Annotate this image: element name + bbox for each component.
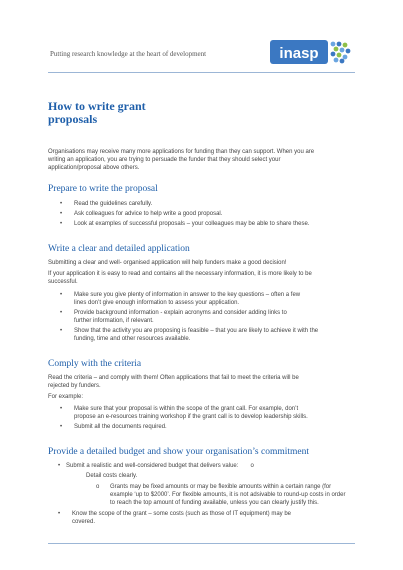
budget-list [58,462,358,528]
list-item: • Look at examples of successful proposals – your colleagues may be able to share these. [60,221,310,227]
paragraph-line: Read the criteria – and comply with them! Often applications that fail to meet the criteria will be [48,375,299,381]
write-list [60,291,360,345]
paragraph-line: For example: [48,394,84,400]
prepare-list [60,200,360,230]
logo-dots-icon [331,42,351,64]
budget-subitem: o Grants may be fixed amounts or may be flexible amounts within a certain range (for example ‘up to $2000’. For flexible amounts, it is not adsivable to round-up costs in order to reach the top amount of funding available, unless you can clearly justify this. [96,484,346,506]
paragraph-line: successful. [48,279,78,285]
comply-paragraph [48,374,360,401]
comply-list [60,405,360,433]
list-item: • Know the scope of the grant – some costs (such as those of IT equipment) may be covered. [58,511,292,525]
list-item: • Submit a realistic and well-considered budget that delivers value: o [58,463,254,469]
title-line-1: How to write grant [48,99,146,113]
header-divider [48,72,355,73]
write-paragraph [48,259,360,286]
heading-comply: Comply with the criteria [48,359,142,369]
intro-line: writing an application, you are trying to persuade the funder that they should select your [48,157,281,163]
intro-line: application/proposal above others. [48,165,140,171]
paragraph-line: If your application it is easy to read and contains all the necessary information, it is more likely to be [48,271,312,277]
list-item: • Show that the activity you are proposing is feasible – that you are likely to achieve it with the funding, time and other resources available. [60,328,319,342]
list-item: • Submit all the documents required. [60,424,167,430]
list-item: • Read the guidelines carefully. [60,201,153,207]
header-tagline: Putting research knowledge at the heart of development [50,50,207,58]
inasp-logo [270,38,356,66]
heading-budget: Provide a detailed budget and show your organisation’s commitment [48,447,310,457]
paragraph-line: Submitting a clear and well- organised application will help funders make a good decision! [48,260,287,266]
logo-text: inasp [279,45,319,62]
footer-divider [48,543,355,544]
list-item: • Provide background information - explain acronyms and consider adding links to further information, if relevant. [60,310,287,324]
paragraph-line: rejected by funders. [48,383,101,389]
page-title [48,100,248,126]
list-item: • Ask colleagues for advice to help write a good proposal. [60,211,223,217]
intro-line: Organisations may receive many more applications for funding than they can support. When you are [48,149,315,155]
intro-paragraph [48,148,360,172]
budget-detail: Detail costs clearly. [86,473,138,479]
heading-write: Write a clear and detailed application [48,244,190,254]
heading-prepare: Prepare to write the proposal [48,184,158,194]
list-item: • Make sure that your proposal is within the scope of the grant call. For example, don’t propose an e-resources training workshop if the grant call is to develop leadership skills. [60,406,308,420]
title-line-2: proposals [48,112,98,126]
list-item: • Make sure you give plenty of information in answer to the key questions – often a few lines don’t give enough information to assess your application. [60,292,301,306]
